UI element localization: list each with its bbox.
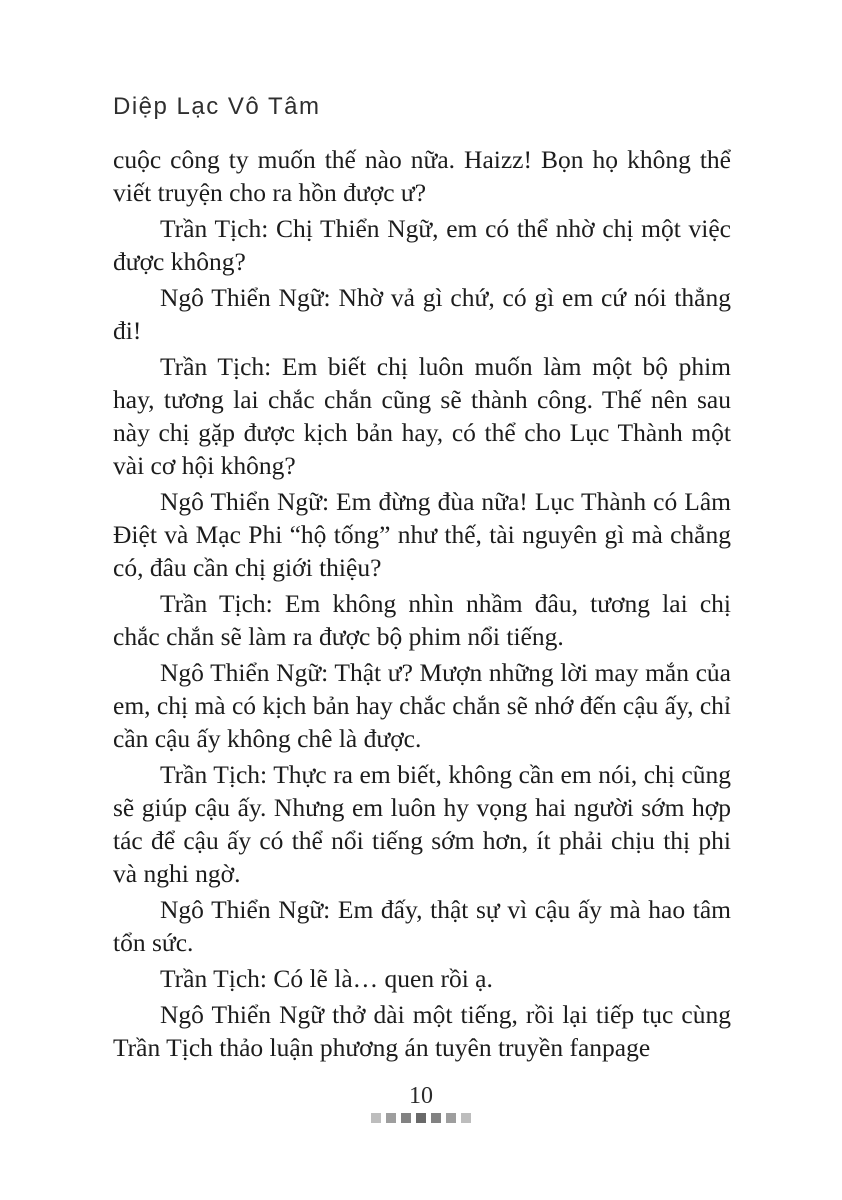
paragraph: Trần Tịch: Em biết chị luôn muốn làm một bộ phim hay, tương lai chắc chắn cũng sẽ thành công. Thế nên sau này chị gặp được kịch bản hay, có thể cho Lục Thành một vài cơ hội không? — [113, 352, 731, 480]
ornament-square — [371, 1113, 381, 1123]
page-footer — [0, 1082, 842, 1123]
paragraph: Ngô Thiển Ngữ: Em đừng đùa nữa! Lục Thành có Lâm Điệt và Mạc Phi “hộ tống” như thế, tài nguyên gì mà chẳng có, đâu cần chị giới thiệu? — [113, 487, 731, 582]
footer-ornament — [0, 1113, 842, 1123]
body-text — [113, 143, 731, 1067]
paragraph: Trần Tịch: Chị Thiển Ngữ, em có thể nhờ chị một việc được không? — [113, 214, 731, 276]
paragraph: Ngô Thiển Ngữ thở dài một tiếng, rồi lại tiếp tục cùng Trần Tịch thảo luận phương án tuyên truyền fanpage — [113, 1000, 731, 1062]
ornament-square — [431, 1113, 441, 1123]
paragraph: Ngô Thiển Ngữ: Thật ư? Mượn những lời may mắn của em, chị mà có kịch bản hay chắc chắn sẽ nhớ đến cậu ấy, chỉ cần cậu ấy không chê là được. — [113, 658, 731, 753]
paragraph: Ngô Thiển Ngữ: Em đấy, thật sự vì cậu ấy mà hao tâm tổn sức. — [113, 895, 731, 957]
paragraph: cuộc công ty muốn thế nào nữa. Haizz! Bọn họ không thể viết truyện cho ra hồn được ư? — [113, 145, 731, 207]
paragraph: Ngô Thiển Ngữ: Nhờ vả gì chứ, có gì em cứ nói thẳng đi! — [113, 283, 731, 345]
ornament-square — [386, 1113, 396, 1123]
page-number: 10 — [409, 1083, 433, 1109]
ornament-square — [461, 1113, 471, 1123]
ornament-square — [416, 1113, 426, 1123]
paragraph: Trần Tịch: Có lẽ là… quen rồi ạ. — [160, 964, 493, 993]
paragraph: Trần Tịch: Thực ra em biết, không cần em nói, chị cũng sẽ giúp cậu ấy. Nhưng em luôn hy vọng hai người sớm hợp tác để cậu ấy có thể nổi tiếng sớm hơn, ít phải chịu thị phi và nghi ngờ. — [113, 760, 731, 888]
ornament-square — [401, 1113, 411, 1123]
running-header-author: Diệp Lạc Vô Tâm — [113, 93, 321, 120]
paragraph: Trần Tịch: Em không nhìn nhầm đâu, tương lai chị chắc chắn sẽ làm ra được bộ phim nổi tiếng. — [113, 589, 731, 651]
ornament-square — [446, 1113, 456, 1123]
